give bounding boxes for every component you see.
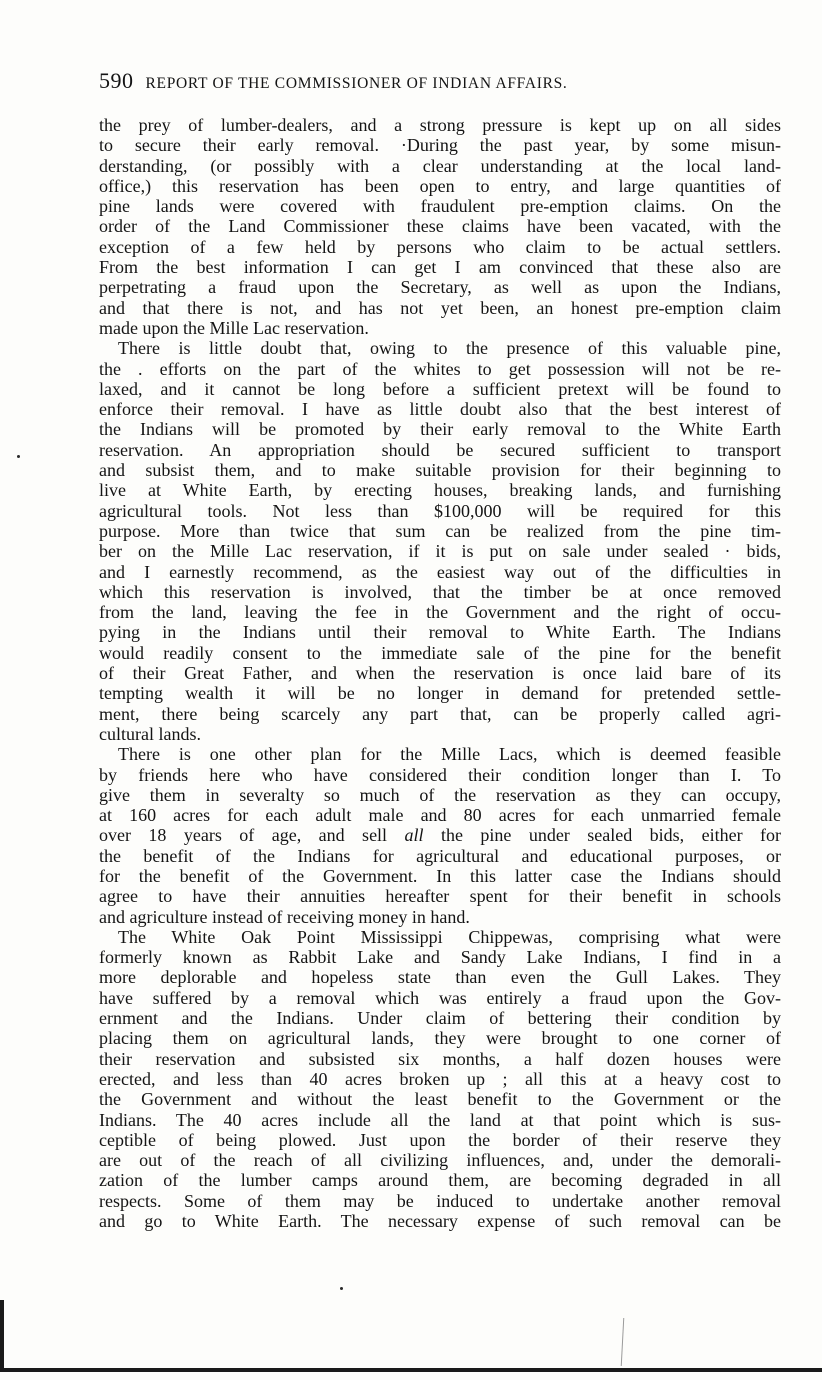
text-line: purpose. More than twice that sum can be realized from the pine tim- xyxy=(99,520,781,541)
text-line: which this reservation is involved, that the timber be at once removed xyxy=(99,581,781,602)
text-line: for the benefit of the Government. In this latter case the Indians should xyxy=(99,865,781,886)
text-line: from the land, leaving the fee in the Government and the right of occu- xyxy=(99,602,781,623)
text-line: There is one other plan for the Mille Lacs, which is deemed feasible xyxy=(118,744,781,765)
text-line: agricultural tools. Not less than $100,000 will be required for this xyxy=(99,500,781,521)
text-line: laxed, and it cannot be long before a sufficient pretext will be found to xyxy=(99,378,781,399)
text-line: the Indians will be promoted by their early removal to the White Earth xyxy=(99,419,781,440)
text-line: ernment and the Indians. Under claim of bettering their condition by xyxy=(99,1008,781,1029)
body-text xyxy=(99,115,781,1231)
text-line: ber on the Mille Lac reservation, if it is put on sale under sealed · bids, xyxy=(99,541,781,562)
text-line: would readily consent to the immediate sale of the pine for the benefit xyxy=(99,642,781,663)
text-line: ment, there being scarcely any part that, can be properly called agri- xyxy=(99,703,781,724)
ink-speck xyxy=(340,1287,343,1290)
scan-edge-bottom xyxy=(0,1368,822,1372)
text-line: tempting wealth it will be no longer in demand for pretended settle- xyxy=(99,683,781,704)
text-line: formerly known as Rabbit Lake and Sandy Lake Indians, I find in a xyxy=(99,947,781,968)
text-line: agree to have their annuities hereafter spent for their benefit in schools xyxy=(99,886,781,907)
emphasis: all xyxy=(404,825,424,846)
text-line: at 160 acres for each adult male and 80 acres for each unmarried female xyxy=(99,805,781,826)
text-line: have suffered by a removal which was entirely a fraud upon the Gov- xyxy=(99,987,781,1008)
text-line: the prey of lumber-dealers, and a strong pressure is kept up on all sides xyxy=(99,115,781,135)
paper-crease xyxy=(621,1318,625,1366)
text-line: and that there is not, and has not yet been, an honest pre-emption claim xyxy=(99,297,781,318)
text-line: The White Oak Point Mississippi Chippewas, comprising what were xyxy=(118,926,781,947)
text-line: give them in severalty so much of the reservation as they can occupy, xyxy=(99,784,781,805)
text-line: live at White Earth, by erecting houses, breaking lands, and furnishing xyxy=(99,480,781,501)
text-line: perpetrating a fraud upon the Secretary, as well as upon the Indians, xyxy=(99,277,781,298)
page-number: 590 xyxy=(99,68,134,93)
text-line: of their Great Father, and when the reservation is once laid bare of its xyxy=(99,663,781,684)
scan-edge-left xyxy=(0,1300,4,1372)
text-line: and go to White Earth. The necessary expense of such removal can be xyxy=(99,1211,781,1232)
text-line: cultural lands. xyxy=(99,723,201,744)
text-line: to secure their early removal. ·During the past year, by some misun- xyxy=(99,135,781,156)
text-line: order of the Land Commissioner these claims have been vacated, with the xyxy=(99,216,781,237)
text-line: their reservation and subsisted six months, a half dozen houses were xyxy=(99,1048,781,1069)
text-line: more deplorable and hopeless state than even the Gull Lakes. They xyxy=(99,967,781,988)
text-line: and subsist them, and to make suitable provision for their beginning to xyxy=(99,460,781,481)
text-line: exception of a few held by persons who claim to be actual settlers. xyxy=(99,236,781,257)
text-line: Indians. The 40 acres include all the land at that point which is sus- xyxy=(99,1109,781,1130)
text-line: ceptible of being plowed. Just upon the border of their reserve they xyxy=(99,1129,781,1150)
running-head xyxy=(99,68,789,98)
text-line: pying in the Indians until their removal to White Earth. The Indians xyxy=(99,622,781,643)
text-line: placing them on agricultural lands, they were brought to one corner of xyxy=(99,1028,781,1049)
text-line: made upon the Mille Lac reservation. xyxy=(99,317,369,338)
text-line: office,) this reservation has been open to entry, and large quantities of xyxy=(99,175,781,196)
text-line: the . efforts on the part of the whites to get possession will not be re- xyxy=(99,358,781,379)
text-line: over 18 years of age, and sell all the pine under sealed bids, either for xyxy=(99,825,782,846)
text-line: the Government and without the least benefit to the Government or the xyxy=(99,1089,781,1110)
text-line: and agriculture instead of receiving money in hand. xyxy=(99,906,470,927)
text-line: derstanding, (or possibly with a clear understanding at the local land- xyxy=(99,155,781,176)
text-line: pine lands were covered with fraudulent pre-emption claims. On the xyxy=(99,196,781,217)
text-line: enforce their removal. I have as little doubt also that the best interest of xyxy=(99,399,781,420)
margin-mark xyxy=(17,455,20,458)
page-header-title: REPORT OF THE COMMISSIONER OF INDIAN AFFAIRS. xyxy=(145,75,568,92)
text-line: by friends here who have considered their condition longer than I. To xyxy=(99,764,781,785)
text-line: There is little doubt that, owing to the presence of this valuable pine, xyxy=(118,338,781,359)
text-line: reservation. An appropriation should be secured sufficient to transport xyxy=(99,439,781,460)
text-line: are out of the reach of all civilizing influences, and, under the demorali- xyxy=(99,1150,781,1171)
text-line: zation of the lumber camps around them, are becoming degraded in all xyxy=(99,1170,781,1191)
text-line: and I earnestly recommend, as the easiest way out of the difficulties in xyxy=(99,561,781,582)
text-line: respects. Some of them may be induced to undertake another removal xyxy=(99,1190,781,1211)
text-line: erected, and less than 40 acres broken up ; all this at a heavy cost to xyxy=(99,1068,781,1089)
text-line: From the best information I can get I am convinced that these also are xyxy=(99,257,781,278)
text-line: the benefit of the Indians for agricultural and educational purposes, or xyxy=(99,845,781,866)
